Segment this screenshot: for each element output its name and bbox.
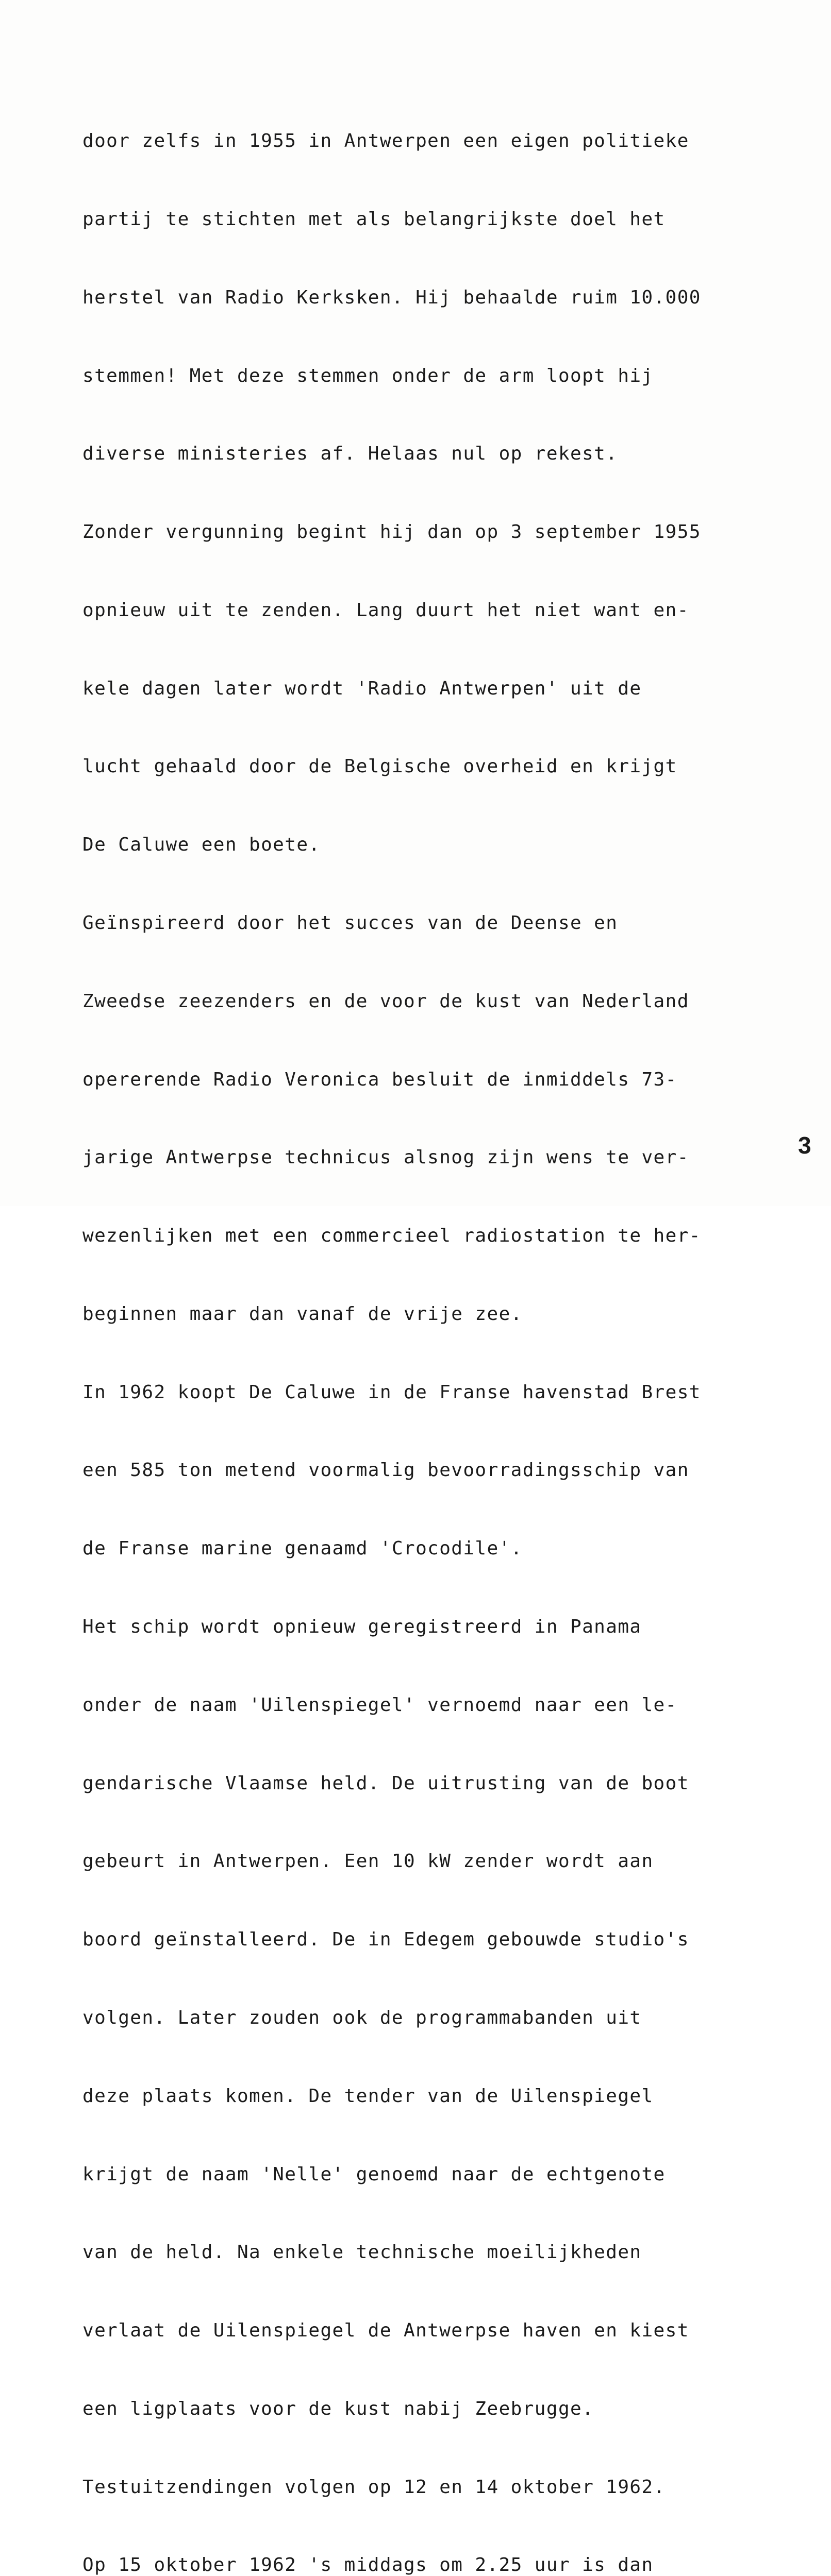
text-line: verlaat de Uilenspiegel de Antwerpse haven en kiest	[82, 2320, 689, 2342]
text-line: stemmen! Met deze stemmen onder de arm loopt hij	[82, 365, 654, 386]
text-line: opererende Radio Veronica besluit de inmiddels 73-	[82, 1069, 677, 1090]
text-line: Zweedse zeezenders en de voor de kust van Nederland	[82, 990, 689, 1012]
text-line: In 1962 koopt De Caluwe in de Franse havenstad Brest	[82, 1381, 701, 1403]
text-line: Geïnspireerd door het succes van de Deense en	[82, 912, 618, 934]
text-line: opnieuw uit te zenden. Lang duurt het niet want en-	[82, 599, 689, 621]
text-line: onder de naam 'Uilenspiegel' vernoemd naar een le-	[82, 1694, 677, 1716]
text-line: wezenlijken met een commercieel radiostation te her-	[82, 1225, 701, 1247]
text-line: van de held. Na enkele technische moeilijkheden	[82, 2242, 642, 2263]
page-number: 3	[798, 1132, 811, 1159]
text-line: gendarische Vlaamse held. De uitrusting van de boot	[82, 1772, 689, 1794]
text-line: Zonder vergunning begint hij dan op 3 september 1955	[82, 521, 701, 543]
text-line: volgen. Later zouden ook de programmabanden uit	[82, 2007, 642, 2028]
text-line: kele dagen later wordt 'Radio Antwerpen' uit de	[82, 677, 642, 699]
text-line: herstel van Radio Kerksken. Hij behaalde ruim 10.000	[82, 286, 701, 308]
body-text	[82, 76, 804, 2576]
text-line: de Franse marine genaamd 'Crocodile'.	[82, 1538, 523, 1560]
text-line: deze plaats komen. De tender van de Uilenspiegel	[82, 2085, 654, 2107]
text-line: lucht gehaald door de Belgische overheid en krijgt	[82, 756, 677, 777]
text-line: jarige Antwerpse technicus alsnog zijn wens te ver-	[82, 1147, 689, 1168]
text-line: partij te stichten met als belangrijkste doel het	[82, 208, 666, 230]
text-line: door zelfs in 1955 in Antwerpen een eigen politieke	[82, 130, 689, 152]
text-line: Op 15 oktober 1962 's middags om 2.25 uur is dan	[82, 2554, 654, 2576]
text-line: De Caluwe een boete.	[82, 834, 321, 856]
text-line: Het schip wordt opnieuw geregistreerd in Panama	[82, 1616, 642, 1638]
text-line: beginnen maar dan vanaf de vrije zee.	[82, 1303, 523, 1325]
text-line: boord geïnstalleerd. De in Edegem gebouwde studio's	[82, 1929, 689, 1951]
text-line: diverse ministeries af. Helaas nul op rekest.	[82, 443, 618, 465]
text-line: gebeurt in Antwerpen. Een 10 kW zender wordt aan	[82, 1851, 654, 1872]
text-line: krijgt de naam 'Nelle' genoemd naar de echtgenote	[82, 2163, 666, 2185]
text-line: een ligplaats voor de kust nabij Zeebrugge.	[82, 2398, 594, 2419]
text-line: Testuitzendingen volgen op 12 en 14 oktober 1962.	[82, 2476, 666, 2498]
text-line: een 585 ton metend voormalig bevoorradingsschip van	[82, 1460, 689, 1481]
